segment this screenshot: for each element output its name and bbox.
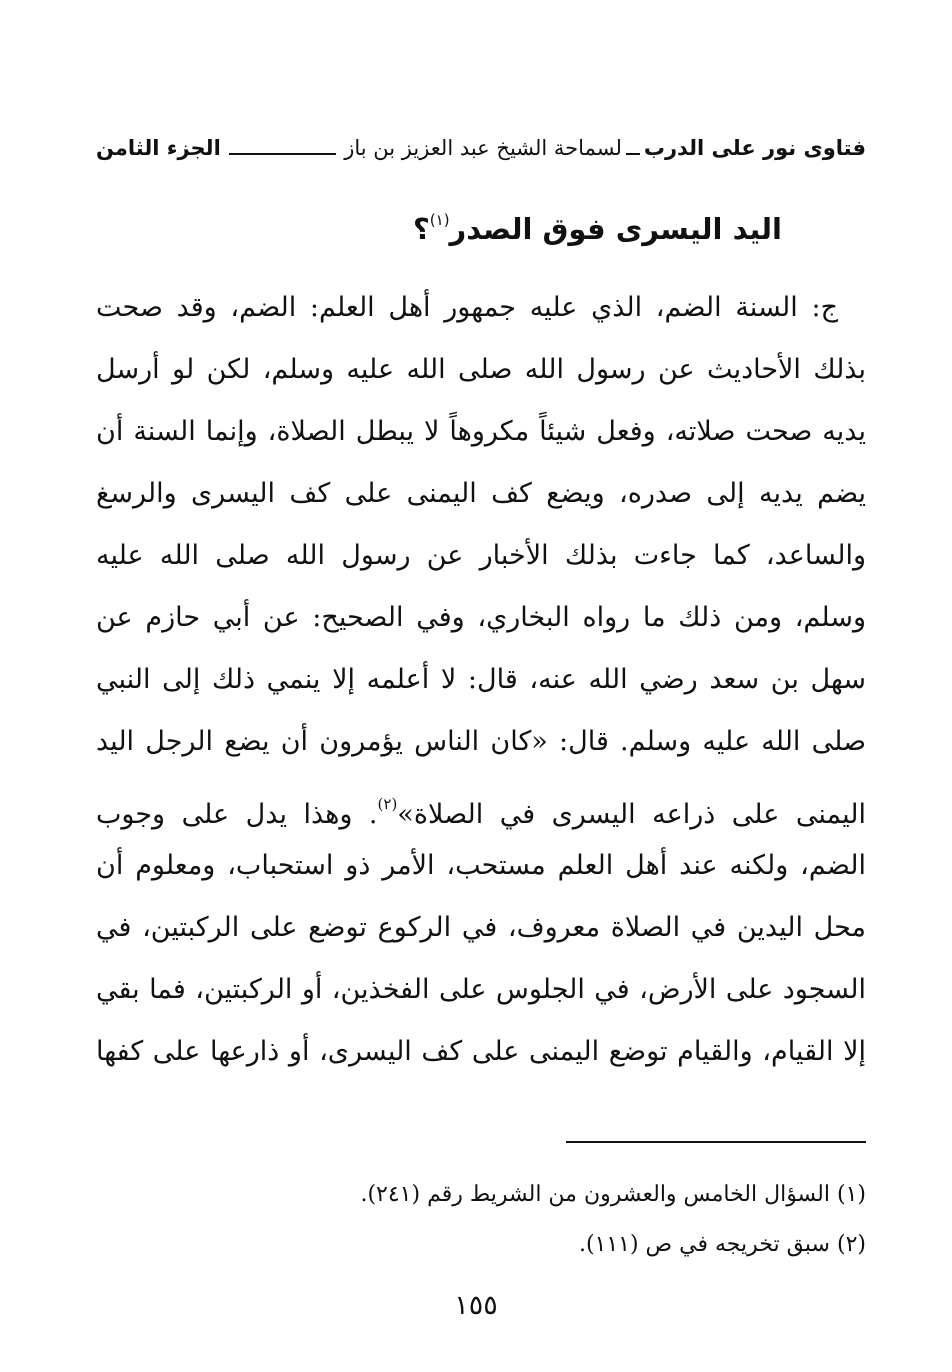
footnotes	[96, 1170, 866, 1270]
answer-line-5: والساعد، كما جاءت بذلك الأخبار عن رسول الله صلى الله عليه	[96, 540, 866, 571]
answer-line-11: محل اليدين في الصلاة معروف، في الركوع توضع على الركبتين، في	[96, 912, 866, 943]
answer-line-8: صلى الله عليه وسلم. قال: «كان الناس يؤمرون أن يضع الرجل اليد	[96, 726, 866, 757]
question-text: اليد اليسرى فوق الصدر	[449, 212, 782, 246]
answer-body	[96, 277, 866, 1083]
footnote-separator	[566, 1141, 866, 1143]
book-title: فتاوى نور على الدرب	[643, 136, 866, 160]
author-name: لسماحة الشيخ عبد العزيز بن باز	[344, 136, 622, 160]
answer-line-7: سهل بن سعد رضي الله عنه، قال: لا أعلمه إلا ينمي ذلك إلى النبي	[96, 664, 866, 695]
answer-line-2: بذلك الأحاديث عن رسول الله صلى الله عليه وسلم، لكن لو أرسل	[96, 354, 866, 385]
answer-line-1: ج: السنة الضم، الذي عليه جمهور أهل العلم: الضم، وقد صحت	[96, 292, 838, 323]
answer-line-9-start: اليمنى على ذراعه اليسرى في الصلاة»	[397, 799, 866, 830]
answer-line-3: يديه صحت صلاته، وفعل شيئاً مكروهاً لا يبطل الصلاة، وإنما السنة أن	[96, 416, 866, 447]
volume-label: الجزء الثامن	[96, 136, 221, 160]
answer-line-12: السجود على الأرض، في الجلوس على الفخذين، أو الركبتين، فما بقي	[96, 974, 866, 1005]
answer-line-6: وسلم، ومن ذلك ما رواه البخاري، وفي الصحيح: عن أبي حازم عن	[96, 602, 866, 633]
page-number: ١٥٥	[454, 1290, 498, 1321]
footnote-1: (١) السؤال الخامس والعشرون من الشريط رقم (٢٤١).	[360, 1182, 866, 1207]
answer-line-9	[96, 773, 866, 835]
answer-line-13: إلا القيام، والقيام توضع اليمنى على كف اليسرى، أو ذارعها على كفها	[96, 1036, 866, 1067]
answer-line-9-end: . وهذا يدل على وجوب	[96, 799, 378, 830]
question-tail	[413, 192, 782, 257]
running-header	[96, 128, 866, 168]
footnote-ref-1: (١)	[429, 211, 450, 229]
header-rule	[229, 153, 336, 155]
answer-line-10: الضم، ولكنه عند أهل العلم مستحب، الأمر ذو استحباب، ومعلوم أن	[96, 850, 866, 881]
footnote-2: (٢) سبق تخريجه في ص (١١١).	[578, 1232, 866, 1257]
question-mark: ؟	[412, 212, 430, 246]
answer-line-4: يضم يديه إلى صدره، ويضع كف اليمنى على كف اليسرى والرسغ	[96, 478, 866, 509]
footnote-ref-2: (٢)	[377, 795, 398, 813]
header-dash	[626, 153, 640, 155]
